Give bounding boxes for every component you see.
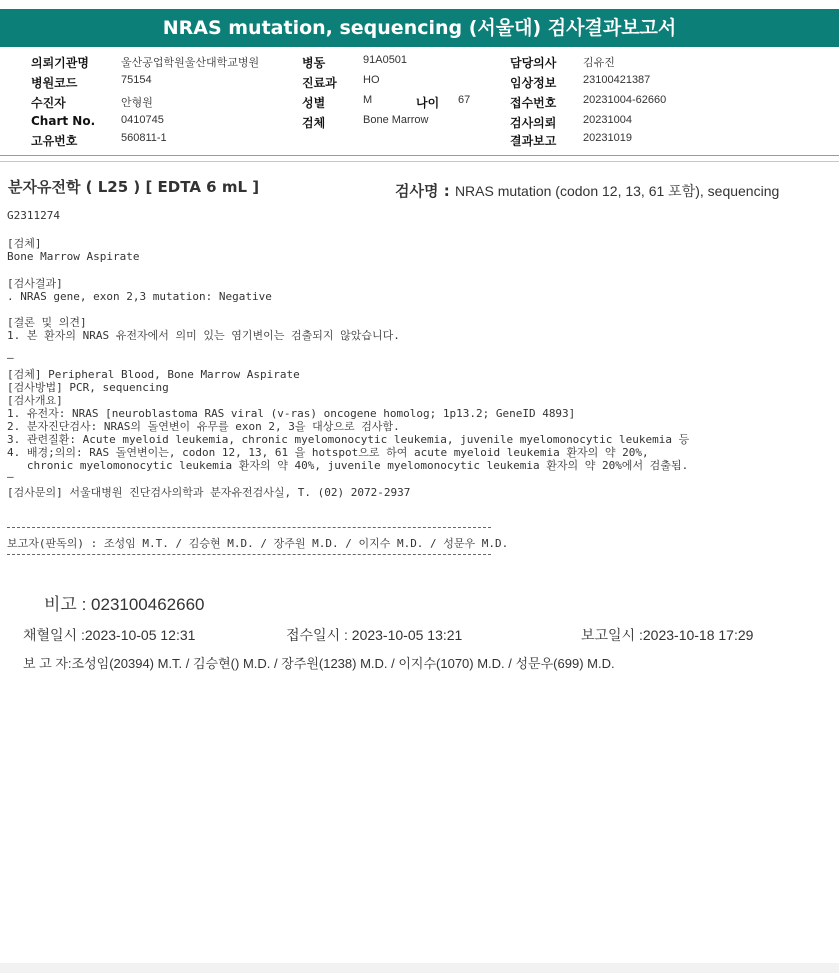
- institution-value: 울산공업학원울산대학교병원: [121, 57, 260, 69]
- hospital-code-label: 병원코드: [31, 76, 78, 90]
- test-name-label: 검사명 :: [395, 182, 450, 200]
- section-separator-2: —: [7, 470, 14, 483]
- receive-time: [286, 625, 462, 645]
- report-time-label: 보고일시 :: [581, 627, 643, 643]
- specimen-value: Bone Marrow: [363, 114, 429, 126]
- clinical-label: 임상정보: [510, 76, 557, 90]
- specimen-label: 검체: [302, 116, 326, 130]
- age-label: 나이: [416, 96, 440, 110]
- unique-no-value: 560811-1: [121, 132, 167, 144]
- chart-no-label: Chart No.: [31, 114, 96, 128]
- report-id: G2311274: [7, 209, 60, 222]
- section-title: 분자유전학 ( L25 ) [ EDTA 6 mL ]: [8, 178, 260, 196]
- result-text: . NRAS gene, exon 2,3 mutation: Negative: [7, 290, 272, 303]
- test-name: [395, 180, 779, 201]
- hospital-code-value: 75154: [121, 74, 152, 86]
- test-name-value: NRAS mutation (codon 12, 13, 61 포함), sequencing: [454, 183, 780, 199]
- conclusion-text: 1. 본 환자의 NRAS 유전자에서 의미 있는 염기변이는 검출되지 않았습니다.: [7, 329, 400, 342]
- section-separator: —: [7, 351, 14, 364]
- header-divider-secondary: [0, 161, 839, 162]
- request-value: 20231004: [583, 114, 632, 126]
- overview-disease: 3. 관련질환: Acute myeloid leukemia, chronic myelomonocytic leukemia, juvenile myelomonocytic leukemia 등: [7, 433, 690, 446]
- remark: [44, 590, 205, 615]
- doctor-label: 담당의사: [510, 56, 557, 70]
- reporter-line: 보고자(판독의) : 조성임 M.T. / 김승현 M.D. / 장주원 M.D. / 이지수 M.D. / 성문우 M.D.: [7, 537, 509, 550]
- footer-reporter-value: 조성임(20394) M.T. / 김승현() M.D. / 장주원(1238) M.D. / 이지수(1070) M.D. / 성문우(699) M.D.: [71, 656, 615, 671]
- overview-heading: [검사개요]: [7, 394, 63, 407]
- receive-value: 2023-10-05 13:21: [351, 627, 463, 643]
- remark-value: 023100462660: [91, 595, 205, 614]
- doctor-value: 김유진: [583, 57, 615, 69]
- report-date-value: 20231019: [583, 132, 632, 144]
- dashed-line-bottom: [7, 554, 491, 555]
- request-label: 검사의뢰: [510, 116, 557, 130]
- accession-value: 20231004-62660: [583, 94, 667, 106]
- ward-label: 병동: [302, 56, 326, 70]
- footer-reporter: [23, 653, 615, 672]
- specimen-text: Bone Marrow Aspirate: [7, 250, 140, 263]
- report-time: [581, 625, 753, 645]
- overview-background-1: 4. 배경;의의: RAS 돌연변이는, codon 12, 13, 61 을 hotspot으로 하여 acute myeloid leukemia 환자의 약 20%,: [7, 446, 649, 459]
- collect-value: 2023-10-05 12:31: [84, 627, 196, 643]
- collect-label: 채혈일시 :: [23, 627, 85, 643]
- unique-no-label: 고유번호: [31, 134, 78, 148]
- collect-time: [23, 625, 195, 645]
- report-date-label: 결과보고: [510, 134, 557, 148]
- header-divider: [0, 155, 839, 156]
- specimen-heading: [검체]: [7, 237, 42, 250]
- conclusion-heading: [결론 및 의견]: [7, 316, 87, 329]
- clinical-value: 23100421387: [583, 74, 651, 86]
- patient-value: 안형원: [121, 97, 153, 109]
- contact-line: [검사문의] 서울대병원 진단검사의학과 분자유전검사실, T. (02) 2072-2937: [7, 486, 411, 499]
- dept-value: HO: [363, 74, 380, 86]
- ward-value: 91A0501: [363, 54, 408, 66]
- age-value: 67: [458, 94, 471, 106]
- overview-background-2: chronic myelomonocytic leukemia 환자의 약 40%, juvenile myelomonocytic leukemia 환자의 약 20%에서 검출됨.: [7, 459, 689, 472]
- patient-label: 수진자: [31, 96, 66, 110]
- result-heading: [검사결과]: [7, 277, 63, 290]
- institution-label: 의뢰기관명: [31, 56, 89, 70]
- footer-reporter-label: 보 고 자:: [23, 656, 72, 671]
- chart-no-value: 0410745: [121, 114, 164, 126]
- sex-label: 성별: [302, 96, 326, 110]
- overview-gene: 1. 유전자: NRAS [neuroblastoma RAS viral (v-ras) oncogene homolog; 1p13.2; GeneID 4893]: [7, 407, 576, 420]
- receive-label: 접수일시 :: [286, 627, 348, 643]
- accession-label: 접수번호: [510, 96, 557, 110]
- patient-header: [0, 50, 839, 154]
- report-time-value: 2023-10-18 17:29: [642, 627, 754, 643]
- dept-label: 진료과: [302, 76, 337, 90]
- overview-specimen: [검체] Peripheral Blood, Bone Marrow Aspirate: [7, 368, 300, 381]
- dashed-line-top: [7, 527, 491, 528]
- sex-value: M: [363, 94, 373, 106]
- overview-test: 2. 분자진단검사: NRAS의 돌연변이 유무를 exon 2, 3을 대상으로 검사함.: [7, 420, 400, 433]
- overview-method: [검사방법] PCR, sequencing: [7, 381, 169, 394]
- report-title: NRAS mutation, sequencing (서울대) 검사결과보고서: [0, 9, 839, 47]
- remark-label: 비고 :: [44, 595, 87, 614]
